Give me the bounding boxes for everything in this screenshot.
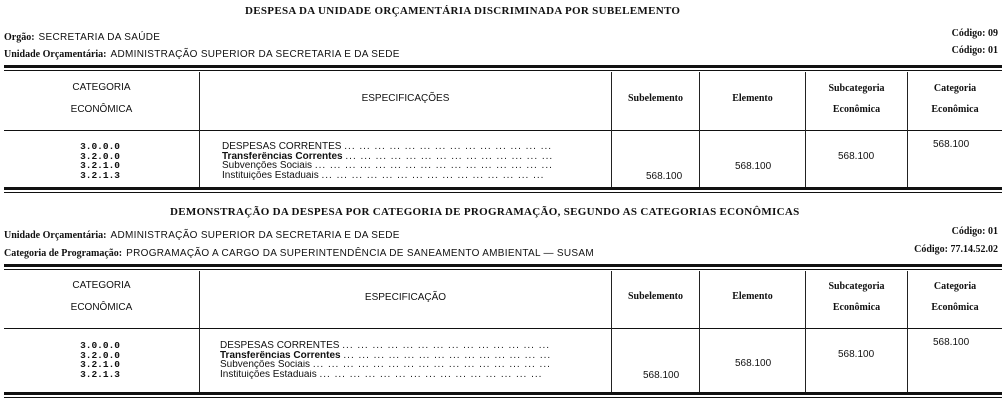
t2-col-especificacao: ESPECIFICAÇÃO bbox=[364, 292, 447, 303]
table1-bottom-rule-thin bbox=[4, 192, 1002, 193]
unidade-label: Unidade Orçamentária: bbox=[4, 49, 107, 60]
spec-row: DESPESAS CORRENTES ... ... ... ... ... ... ... ... ... ... ... ... ... ... bbox=[220, 341, 551, 351]
unidade-value: ADMINISTRAÇÃO SUPERIOR DA SECRETARIA E DA SEDE bbox=[110, 49, 400, 60]
table2-divider-3 bbox=[699, 271, 700, 392]
programacao-line bbox=[4, 243, 594, 261]
code-row: 3.2.0.0 bbox=[80, 150, 120, 162]
unidade-label: Unidade Orçamentária: bbox=[4, 230, 107, 241]
t1-codes bbox=[60, 142, 120, 180]
t2-categoria-value: 568.100 bbox=[933, 337, 970, 348]
code-row: 3.2.1.3 bbox=[80, 169, 120, 181]
table1-top-rule-thin bbox=[4, 70, 1002, 71]
spec-row: Transferências Correntes ... ... ... ... ... ... ... ... ... ... ... ... ... ... bbox=[222, 151, 554, 161]
unidade-code: Código: 01 bbox=[951, 45, 998, 56]
t1-col-categoria-econ-1: Categoria bbox=[933, 83, 977, 94]
programacao-value: PROGRAMAÇÃO A CARGO DA SUPERINTENDÊNCIA DE SANEAMENTO AMBIENTAL — SUSAM bbox=[126, 248, 594, 259]
table2-top-rule-thin bbox=[4, 269, 1002, 270]
orgao-label: Orgão: bbox=[4, 32, 35, 43]
code-row: 3.2.0.0 bbox=[80, 349, 120, 361]
table1-divider-3 bbox=[699, 72, 700, 187]
t2-subcategoria-value: 568.100 bbox=[838, 349, 875, 360]
table1-bottom-rule bbox=[4, 187, 1002, 190]
t2-codes bbox=[60, 341, 120, 379]
table2-divider-1 bbox=[199, 271, 200, 392]
spec-row: Instituições Estaduais ... ... ... ... ... ... ... ... ... ... ... ... ... ... ... bbox=[222, 170, 545, 180]
code-row: 3.2.1.0 bbox=[80, 359, 120, 370]
programacao-code: Código: 77.14.52.02 bbox=[914, 244, 998, 255]
t1-col-subcategoria-2: Econômica bbox=[832, 104, 881, 115]
t2-specs bbox=[220, 341, 605, 379]
t2-col-subcategoria-2: Econômica bbox=[832, 302, 881, 313]
t1-col-subelemento: Subelemento bbox=[628, 93, 683, 104]
t2-col-categoria-2: ECONÔMICA bbox=[70, 302, 133, 313]
t1-col-especificacoes: ESPECIFICAÇÕES bbox=[361, 93, 450, 104]
unidade-line-2 bbox=[4, 225, 400, 243]
code-row: 3.2.1.3 bbox=[80, 368, 120, 380]
section1-title: DESPESA DA UNIDADE ORÇAMENTÁRIA DISCRIMINADA POR SUBELEMENTO bbox=[245, 5, 681, 17]
t2-col-categoria-econ-2: Econômica bbox=[931, 302, 979, 313]
table2-bottom-rule bbox=[4, 392, 1002, 395]
table2-header-rule bbox=[4, 328, 1002, 329]
t1-col-categoria-econ-2: Econômica bbox=[931, 104, 979, 115]
code-row: 3.0.0.0 bbox=[80, 340, 120, 351]
spec-row: Transferências Correntes ... ... ... ... ... ... ... ... ... ... ... ... ... ... bbox=[220, 350, 552, 360]
table1-divider-2 bbox=[611, 72, 612, 187]
orgao-code: Código: 09 bbox=[951, 28, 998, 39]
t1-specs bbox=[222, 142, 607, 180]
section2-title: DEMONSTRAÇÃO DA DESPESA POR CATEGORIA DE PROGRAMAÇÃO, SEGUNDO AS CATEGORIAS ECONÔMICAS bbox=[170, 206, 800, 218]
unidade-code: Código: 01 bbox=[951, 226, 998, 237]
t1-col-categoria-1: CATEGORIA bbox=[72, 82, 131, 93]
t2-elemento-value: 568.100 bbox=[735, 358, 772, 369]
table2-top-rule bbox=[4, 264, 1002, 267]
t2-col-categoria-1: CATEGORIA bbox=[72, 280, 131, 291]
t2-subelemento-value: 568.100 bbox=[643, 370, 680, 381]
table2-divider-2 bbox=[611, 271, 612, 392]
orgao-line bbox=[4, 27, 160, 45]
t2-col-categoria-econ-1: Categoria bbox=[933, 281, 977, 292]
t1-col-categoria-2: ECONÔMICA bbox=[70, 104, 133, 115]
spec-row: Subvenções Sociais ... ... ... ... ... ... ... ... ... ... ... ... ... ... ... ... bbox=[222, 161, 553, 171]
t1-col-elemento: Elemento bbox=[732, 93, 773, 104]
t1-subcategoria-value: 568.100 bbox=[838, 151, 875, 162]
code-row: 3.2.1.0 bbox=[80, 160, 120, 171]
table1-top-rule bbox=[4, 65, 1002, 68]
table2-bottom-rule-thin bbox=[4, 397, 1002, 398]
spec-row: DESPESAS CORRENTES ... ... ... ... ... ... ... ... ... ... ... ... ... ... bbox=[222, 142, 553, 152]
code-row: 3.0.0.0 bbox=[80, 141, 120, 152]
t1-elemento-value: 568.100 bbox=[735, 161, 772, 172]
t1-subelemento-value: 568.100 bbox=[646, 171, 683, 182]
t2-col-subcategoria-1: Subcategoria bbox=[828, 281, 885, 292]
t1-categoria-value: 568.100 bbox=[933, 139, 970, 150]
table1-header-rule bbox=[4, 130, 1002, 131]
spec-row: Subvenções Sociais ... ... ... ... ... ... ... ... ... ... ... ... ... ... ... ... bbox=[220, 360, 551, 370]
spec-row: Instituições Estaduais ... ... ... ... ... ... ... ... ... ... ... ... ... ... ... bbox=[220, 369, 543, 379]
unidade-value: ADMINISTRAÇÃO SUPERIOR DA SECRETARIA E DA SEDE bbox=[110, 230, 400, 241]
programacao-label: Categoria de Programação: bbox=[4, 248, 123, 259]
t2-col-elemento: Elemento bbox=[732, 291, 773, 302]
table1-divider-1 bbox=[199, 72, 200, 187]
t1-col-subcategoria-1: Subcategoria bbox=[828, 83, 885, 94]
orgao-value: SECRETARIA DA SAÚDE bbox=[38, 32, 161, 43]
t2-col-subelemento: Subelemento bbox=[628, 291, 683, 302]
unidade-line-1 bbox=[4, 44, 400, 62]
